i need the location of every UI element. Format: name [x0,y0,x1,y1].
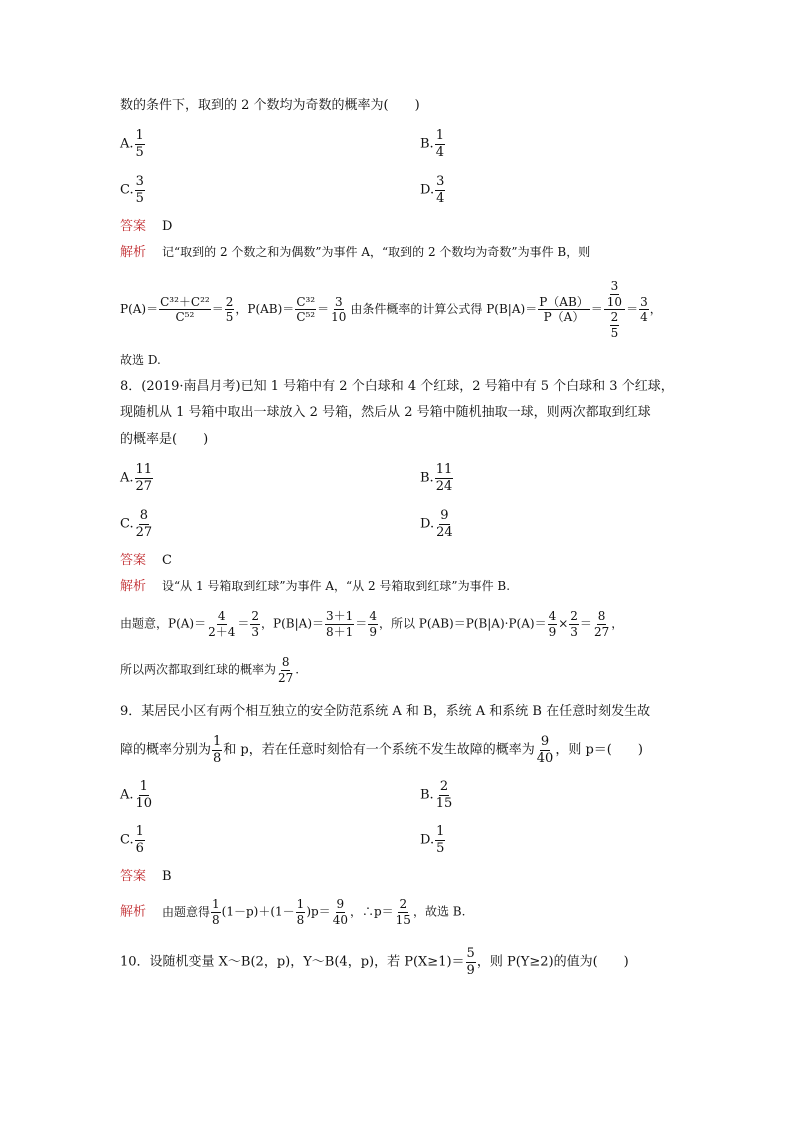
q9-answer [120,870,172,883]
q7-option-b [420,129,446,159]
formula-text: ， [649,302,662,317]
inner-fraction [606,280,623,308]
formula-text: (1－p)＋(1－ [221,904,295,919]
denominator: 5 [135,144,144,160]
stem-text: 和 p，若在任意时刻恰有一个系统不发生故障的概率为 [223,742,535,758]
denominator: 24 [435,478,453,494]
numerator: 2 [570,609,578,623]
q9-option-c [120,825,146,855]
formula-text: 由题意得 [162,904,211,919]
stem-text: 障的概率分别为 [120,742,212,758]
formula-text: × [558,616,569,631]
formula-fraction [569,610,579,638]
option-fraction [135,825,145,855]
denominator: 40 [332,912,348,927]
numerator: 8 [139,508,149,523]
q8-conclusion [120,656,299,684]
formula-fraction [159,296,211,324]
formula-fraction [250,610,260,638]
option-fraction [435,463,454,493]
denominator: 10 [606,294,623,309]
q9-line1: 9．某居民小区有两个相互独立的安全防范系统 A 和 B，系统 A 和系统 B 在任意时刻发生故 [120,704,651,719]
option-letter: B. [420,136,434,152]
formula-text: P(A)＝ [120,302,159,317]
answer-label: 答案 [120,219,147,234]
numerator: 2 [610,310,619,325]
option-fraction [435,129,445,159]
stem-text: ，则 p＝( ) [555,742,643,758]
q8-option-c [120,509,154,539]
formula-fraction [548,610,558,638]
formula-fraction [225,296,235,324]
denominator: 5 [436,840,445,856]
option-fraction [135,463,154,493]
option-letter: C. [120,516,134,532]
numerator: 9 [540,734,550,749]
denominator: 8＋1 [326,624,354,639]
numerator: 3 [436,174,445,189]
formula-text: 由题意，P(A)＝ [120,616,207,631]
formula-text: )p＝ [306,904,331,919]
analysis-label: 解析 [120,579,147,594]
numerator: 1 [296,897,305,911]
option-letter: A. [120,787,134,803]
formula-fraction [295,296,316,324]
q7-stem-continuation: 数的条件下，取到的 2 个数均为奇数的概率为( ) [120,98,420,113]
formula-text: ＝ [355,616,368,631]
formula-text: ，P(AB)＝ [235,302,295,317]
formula-fraction [277,656,294,684]
stem-fraction [536,735,555,765]
analysis-text: 记“取到的 2 个数之和为偶数”为事件 A，“取到的 2 个数均为奇数”为事件 B，则 [162,245,591,259]
denominator: C⁵² [296,310,316,325]
q8-option-a [120,463,154,493]
option-letter: D. [420,832,435,848]
denominator: 8 [213,750,222,766]
numerator: 1 [212,897,220,911]
option-letter: B. [420,470,434,486]
denominator: 8 [296,912,305,927]
q7-option-d [420,175,446,205]
denominator: 2＋4 [208,624,236,639]
numerator: 1 [139,779,148,794]
answer-label: 答案 [120,553,147,568]
denominator: 5 [225,310,234,325]
q7-analysis [120,246,590,259]
option-fraction [135,509,154,539]
numerator: 3 [334,294,343,309]
q9-analysis [120,898,465,926]
nested-fraction [604,280,625,339]
numerator: 2 [399,897,408,911]
stem-fraction [466,947,476,977]
numerator: 1 [135,128,144,143]
numerator: C³² [296,294,316,309]
denominator: 8 [212,912,220,927]
answer-label: 答案 [120,869,147,884]
answer-value: C [162,553,172,568]
numerator: C³²＋C²² [160,294,210,309]
denominator: 5 [135,190,144,206]
denominator: 10 [331,310,347,325]
stem-text: ，则 P(Y≥2)的值为( ) [476,954,629,970]
formula-text: ，∴p＝ [349,904,394,919]
stem-fraction [212,735,222,765]
denominator: C⁵² [175,310,195,325]
denominator: 3 [570,624,578,639]
formula-text: ，所以 P(AB)＝P(B|A)·P(A)＝ [378,616,547,631]
q7-option-c [120,175,146,205]
q9-option-b [420,780,454,810]
option-fraction [435,825,445,855]
denominator: 27 [135,478,153,494]
denominator: 27 [593,624,610,639]
numerator: 4 [217,609,226,623]
q8-option-b [420,463,454,493]
numerator: 5 [466,946,475,961]
option-letter: C. [120,182,134,198]
numerator: 3 [640,294,648,309]
stem-text: 10．设随机变量 X～B(2，p)，Y～B(4，p)，若 P(X≥1)＝ [120,954,465,970]
formula-text: ＝ [579,616,592,631]
q8-line2: 现随机从 1 号箱中取出一球放入 2 号箱，然后从 2 号箱中随机抽取一球，则两次都取到红球 [120,405,651,420]
denominator: 4 [436,190,445,206]
denominator: 9 [369,624,377,639]
option-letter: D. [420,516,435,532]
denominator: 9 [548,624,557,639]
numerator: 1 [135,824,144,839]
numerator: 2 [225,294,234,309]
answer-value: B [162,869,172,884]
formula-fraction [332,898,349,926]
option-fraction [435,780,454,810]
option-letter: A. [120,470,134,486]
denominator: 15 [395,912,411,927]
formula-text: ＝ [211,302,224,317]
numerator: 2 [439,779,449,794]
answer-value: D [162,219,173,234]
numerator: 4 [548,609,557,623]
numerator: 8 [281,655,290,669]
formula-text: . [295,662,300,677]
numerator: 8 [597,609,606,623]
formula-fraction [538,296,590,324]
option-fraction [135,129,145,159]
formula-fraction [593,610,610,638]
denominator: 24 [436,524,453,540]
formula-text: ， [611,616,624,631]
denominator: 10 [135,795,153,811]
numerator: 1 [436,824,445,839]
denominator: 9 [466,962,475,978]
numerator [604,280,625,310]
numerator: 1 [435,128,444,143]
q10-stem [120,947,629,977]
formula-fraction [330,296,347,324]
numerator: 3 [135,174,144,189]
analysis-label: 解析 [120,245,147,260]
formula-text: 所以两次都取到红球的概率为 [120,662,277,677]
q8-calculation [120,610,623,638]
option-letter: D. [420,182,435,198]
numerator: 1 [213,734,222,749]
numerator: 11 [135,462,153,477]
q8-line1: 8．(2019·南昌月考)已知 1 号箱中有 2 个白球和 4 个红球，2 号箱中有 5 个白球和 3 个红球， [120,379,674,394]
denominator [608,310,622,339]
denominator: 4 [435,144,444,160]
q9-line2 [120,735,643,765]
inner-fraction [610,311,620,339]
denominator: 4 [640,310,648,325]
q8-option-d [420,509,455,539]
denominator: P（A） [543,310,585,325]
option-fraction [135,175,145,205]
q8-answer [120,554,172,567]
formula-fraction [395,898,412,926]
formula-fraction [296,898,306,926]
option-letter: C. [120,832,134,848]
formula-text: ＝ [317,302,330,317]
formula-fraction [211,898,221,926]
formula-text: ＝ [626,302,639,317]
numerator: 11 [435,462,453,477]
formula-text: ＝ [237,616,250,631]
denominator: 27 [135,524,153,540]
denominator: 15 [435,795,453,811]
formula-fraction [368,610,378,638]
option-letter: A. [120,136,134,152]
formula-fraction [207,610,236,638]
formula-fraction [325,610,354,638]
option-fraction [135,780,154,810]
analysis-label: 解析 [120,904,147,920]
q7-formula [120,280,662,339]
numerator: 2 [251,609,260,623]
q8-analysis [120,580,510,593]
numerator: 3＋1 [326,609,354,623]
q9-option-d [420,825,446,855]
formula-fraction [639,296,649,324]
q7-answer [120,220,172,233]
denominator: 40 [536,750,554,766]
numerator: 4 [369,609,377,623]
formula-text: ，P(B|A)＝ [261,616,325,631]
q7-option-a [120,129,146,159]
q7-conclusion: 故选 D. [120,353,161,367]
denominator: 5 [610,325,619,340]
numerator: 3 [610,279,619,293]
denominator: 6 [135,840,144,856]
numerator: P（AB） [539,294,589,309]
denominator: 27 [278,670,294,685]
formula-text: ，故选 B. [412,904,466,919]
option-letter: B. [420,787,434,803]
q8-line3: 的概率是( ) [120,432,209,447]
option-fraction [435,509,454,539]
numerator: 9 [336,897,345,911]
denominator: 3 [251,624,260,639]
numerator: 9 [440,508,449,523]
q9-option-a [120,780,154,810]
option-fraction [435,175,445,205]
formula-text: 由条件概率的计算公式得 P(B|A)＝ [350,302,538,317]
analysis-text: 设“从 1 号箱取到红球”为事件 A，“从 2 号箱取到红球”为事件 B. [162,579,511,593]
formula-text: ＝ [590,302,603,317]
